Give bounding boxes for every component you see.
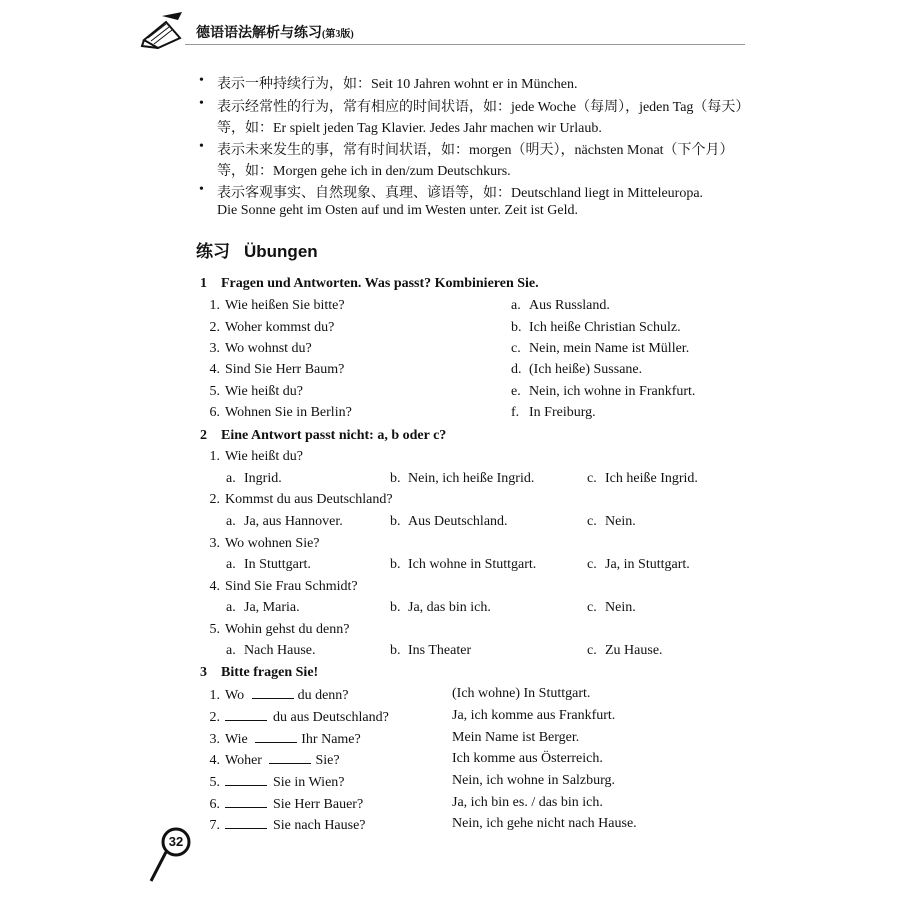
section-heading-zh: 练习 xyxy=(196,242,230,261)
ex2-option-b: b. Nein, ich heiße Ingrid. xyxy=(390,471,535,486)
header-rule xyxy=(185,44,745,45)
bullet-dot: • xyxy=(199,96,204,111)
bullet-line: 表示经常性的行为，常有相应的时间状语，如：jede Woche（每周），jeden Tag（每天） xyxy=(217,100,750,115)
section-heading xyxy=(196,237,318,262)
bullet-line: 表示未来发生的事，常有时间状语，如：morgen（明天），nächsten Monat（下个月） xyxy=(217,143,734,158)
ex2-option-a: a. Ingrid. xyxy=(226,471,282,486)
running-header xyxy=(196,22,354,42)
ex3-answer: Nein, ich gehe nicht nach Hause. xyxy=(452,816,637,831)
ex3-answer: Ja, ich komme aus Frankfurt. xyxy=(452,708,616,723)
ex1-answer: c. Nein, mein Name ist Müller. xyxy=(511,341,690,356)
ex1-question: 4. Sind Sie Herr Baum? xyxy=(209,362,345,377)
ex2-question: 4. Sind Sie Frau Schmidt? xyxy=(209,579,358,594)
ex2-option-a: a. Ja, Maria. xyxy=(226,600,300,615)
ex2-option-b: b. Aus Deutschland. xyxy=(390,514,508,529)
ex1-answer: d. (Ich heiße) Sussane. xyxy=(511,362,643,377)
answer-blank[interactable] xyxy=(252,686,294,699)
bullet-dot: • xyxy=(199,182,204,197)
bullet-line: Die Sonne geht im Osten auf und im Westen unter. Zeit ist Geld. xyxy=(217,203,578,218)
answer-blank[interactable] xyxy=(225,773,267,786)
ex3-question: 7. Sie nach Hause? xyxy=(209,818,366,833)
bullet-dot: • xyxy=(199,139,204,154)
ex2-question: 5. Wohin gehst du denn? xyxy=(209,622,350,637)
answer-blank[interactable] xyxy=(225,795,267,808)
ex2-option-a: a. Nach Hause. xyxy=(226,643,316,658)
section-heading-de: Übungen xyxy=(244,242,318,261)
ex2-option-c: c. Ja, in Stuttgart. xyxy=(587,557,690,572)
ex3-answer: (Ich wohne) In Stuttgart. xyxy=(452,686,591,701)
bullet-line: 等，如：Er spielt jeden Tag Klavier. Jedes Jahr machen wir Urlaub. xyxy=(217,121,602,136)
bullet-line: 表示一种持续行为，如：Seit 10 Jahren wohnt er in München. xyxy=(217,77,578,92)
ex2-option-b: b. Ich wohne in Stuttgart. xyxy=(390,557,537,572)
ex1-answer: f. In Freiburg. xyxy=(511,405,596,420)
page-number: 32 xyxy=(168,834,184,849)
ex3-question: 2. du aus Deutschland? xyxy=(209,710,389,725)
ex2-option-c: c. Nein. xyxy=(587,514,636,529)
bullet-dot: • xyxy=(199,73,204,88)
ex1-answer: b. Ich heiße Christian Schulz. xyxy=(511,320,681,335)
ex1-question: 5. Wie heißt du? xyxy=(209,384,303,399)
ex3-question: 3. Wie Ihr Name? xyxy=(209,732,361,747)
ex3-answer: Ja, ich bin es. / das bin ich. xyxy=(452,795,603,810)
exercise-2-title: 2 Eine Antwort passt nicht: a, b oder c? xyxy=(200,428,447,443)
ex2-option-b: b. Ja, das bin ich. xyxy=(390,600,491,615)
answer-blank[interactable] xyxy=(255,730,297,743)
ex2-option-c: c. Ich heiße Ingrid. xyxy=(587,471,698,486)
notebook-pen-icon xyxy=(140,10,186,50)
ex3-question: 6. Sie Herr Bauer? xyxy=(209,797,364,812)
answer-blank[interactable] xyxy=(225,708,267,721)
ex3-answer: Mein Name ist Berger. xyxy=(452,730,580,745)
ex2-option-c: c. Zu Hause. xyxy=(587,643,663,658)
bullet-line: 等，如：Morgen gehe ich in den/zum Deutschkurs. xyxy=(217,164,511,179)
ex2-option-a: a. Ja, aus Hannover. xyxy=(226,514,343,529)
answer-blank[interactable] xyxy=(269,751,311,764)
ex2-question: 3. Wo wohnen Sie? xyxy=(209,536,320,551)
book-title: 德语语法解析与练习 xyxy=(196,26,322,41)
page-number-badge xyxy=(148,826,198,886)
ex3-question: 1. Wo du denn? xyxy=(209,688,349,703)
ex2-question: 1. Wie heißt du? xyxy=(209,449,303,464)
ex2-question: 2. Kommst du aus Deutschland? xyxy=(209,492,393,507)
ex1-question: 2. Woher kommst du? xyxy=(209,320,335,335)
ex3-question: 4. Woher Sie? xyxy=(209,753,340,768)
ex3-answer: Nein, ich wohne in Salzburg. xyxy=(452,773,616,788)
ex2-option-c: c. Nein. xyxy=(587,600,636,615)
ex1-answer: e. Nein, ich wohne in Frankfurt. xyxy=(511,384,696,399)
book-edition: (第3版) xyxy=(322,29,354,40)
ex1-question: 1. Wie heißen Sie bitte? xyxy=(209,298,345,313)
answer-blank[interactable] xyxy=(225,816,267,829)
ex1-question: 3. Wo wohnst du? xyxy=(209,341,312,356)
exercise-3-title: 3 Bitte fragen Sie! xyxy=(200,665,319,680)
exercise-1-title: 1 Fragen und Antworten. Was passt? Kombinieren Sie. xyxy=(200,276,539,291)
ex2-option-a: a. In Stuttgart. xyxy=(226,557,311,572)
ex1-answer: a. Aus Russland. xyxy=(511,298,610,313)
ex1-question: 6. Wohnen Sie in Berlin? xyxy=(209,405,352,420)
ex3-question: 5. Sie in Wien? xyxy=(209,775,345,790)
ex2-option-b: b. Ins Theater xyxy=(390,643,472,658)
ex3-answer: Ich komme aus Österreich. xyxy=(452,751,603,766)
bullet-line: 表示客观事实、自然现象、真理、谚语等，如：Deutschland liegt in Mitteleuropa. xyxy=(217,186,704,201)
